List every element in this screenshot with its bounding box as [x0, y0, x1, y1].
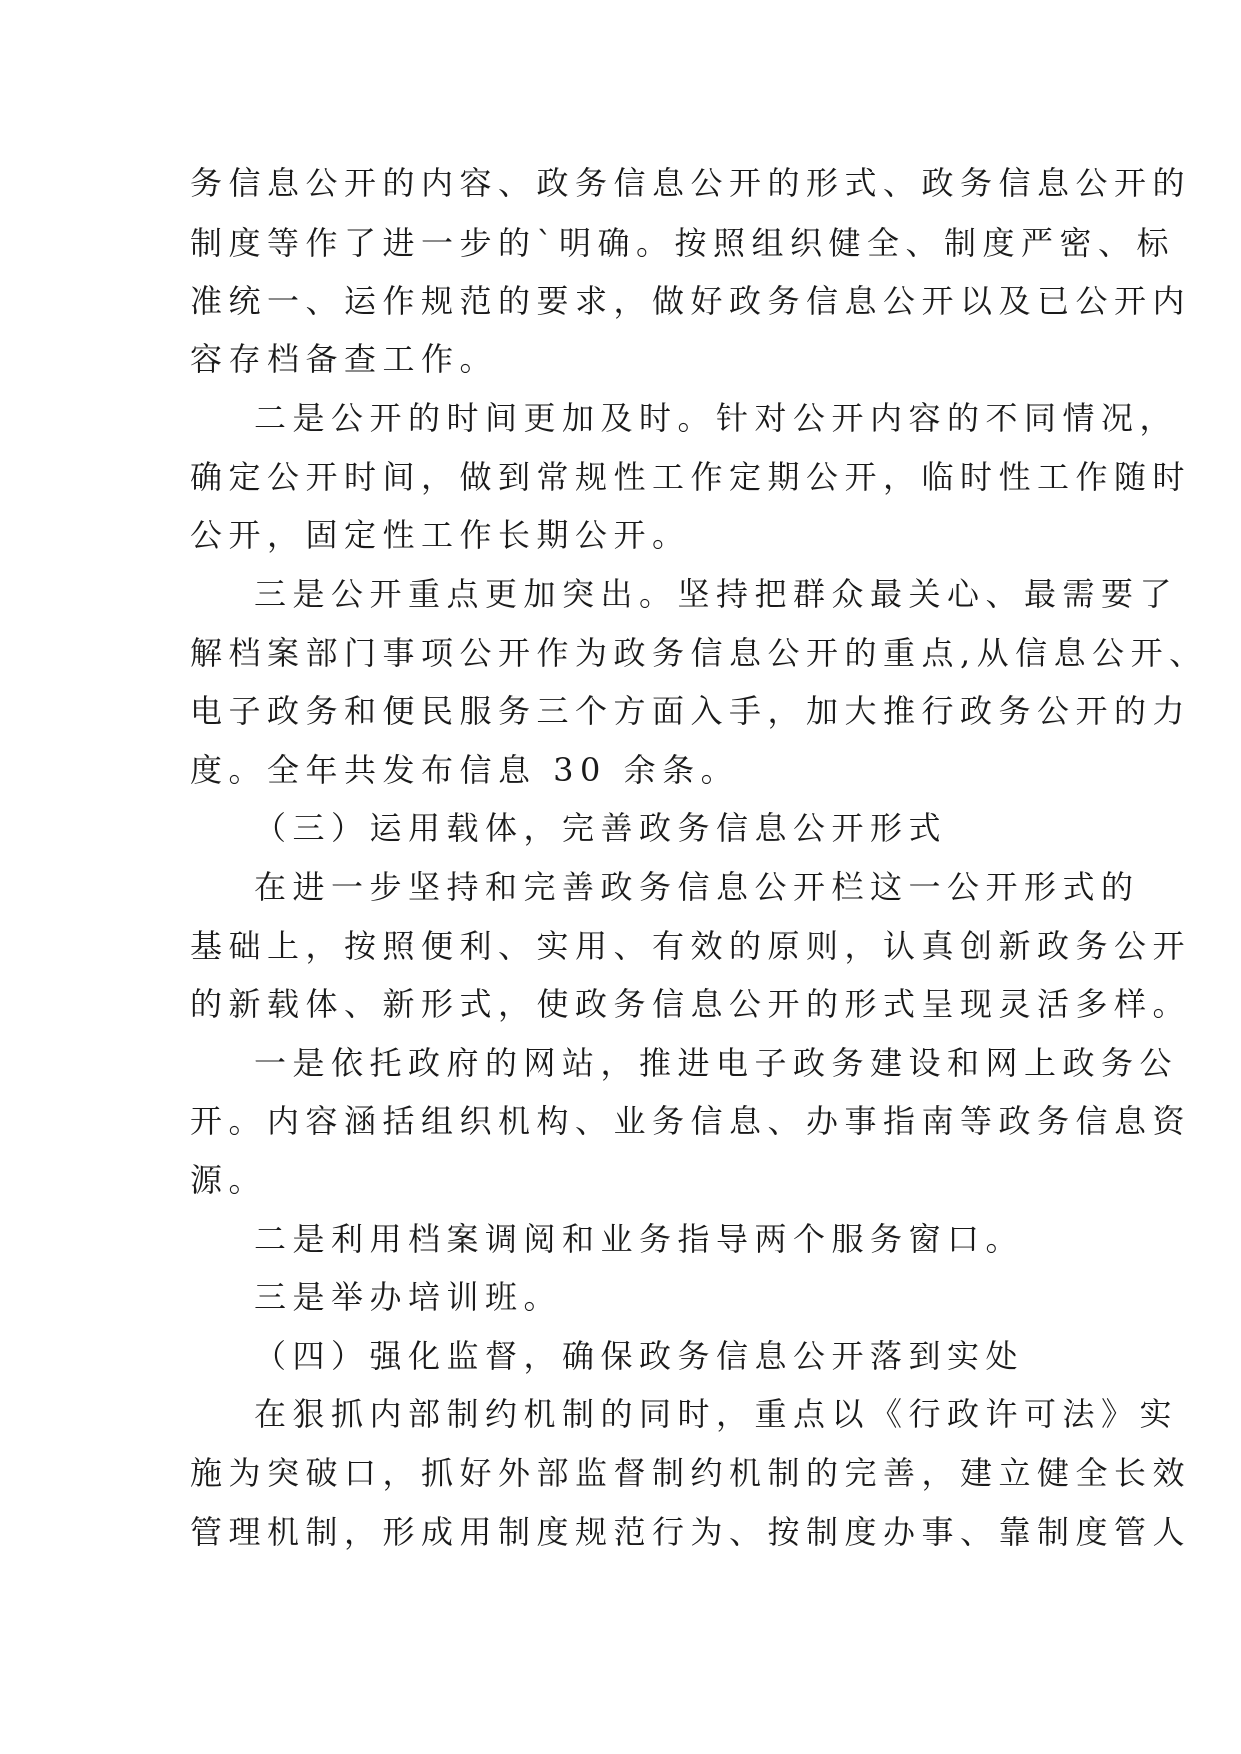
paragraph-line: 开。内容涵括组织机构、业务信息、办事指南等政务信息资: [190, 1102, 1192, 1140]
paragraph-line: 容存档备查工作。: [190, 340, 499, 378]
paragraph-line: 公开，固定性工作长期公开。: [190, 516, 691, 554]
paragraph-line: 准统一、运作规范的要求，做好政务信息公开以及已公开内: [190, 282, 1192, 320]
paragraph-line: 管理机制，形成用制度规范行为、按制度办事、靠制度管人: [190, 1513, 1192, 1551]
paragraph-line: 基础上，按照便利、实用、有效的原则，认真创新政务公开: [190, 927, 1192, 965]
paragraph-line: 三是公开重点更加突出。坚持把群众最关心、最需要了: [254, 575, 1179, 613]
paragraph-line: 度。全年共发布信息 30 余条。: [190, 751, 740, 789]
paragraph-line: 在狠抓内部制约机制的同时，重点以《行政许可法》实: [254, 1395, 1179, 1433]
paragraph-line: 施为突破口，抓好外部监督制约机制的完善，建立健全长效: [190, 1454, 1192, 1492]
section-heading: （四）强化监督，确保政务信息公开落到实处: [254, 1337, 1025, 1375]
paragraph-line: 三是举办培训班。: [254, 1278, 563, 1316]
paragraph-line: 源。: [190, 1161, 268, 1199]
paragraph-line: 解档案部门事项公开作为政务信息公开的重点,从信息公开、: [190, 634, 1208, 672]
paragraph-line: 电子政务和便民服务三个方面入手，加大推行政务公开的力: [190, 692, 1192, 730]
paragraph-line: 务信息公开的内容、政务信息公开的形式、政务信息公开的: [190, 164, 1192, 202]
paragraph-line: 一是依托政府的网站，推进电子政务建设和网上政务公: [254, 1044, 1179, 1082]
paragraph-line: 的新载体、新形式，使政务信息公开的形式呈现灵活多样。: [190, 985, 1192, 1023]
paragraph-line: 确定公开时间，做到常规性工作定期公开，临时性工作随时: [190, 458, 1192, 496]
section-heading: （三）运用载体，完善政务信息公开形式: [254, 809, 948, 847]
paragraph-line: 二是利用档案调阅和业务指导两个服务窗口。: [254, 1220, 1025, 1258]
paragraph-line: 制度等作了进一步的`明确。按照组织健全、制度严密、标: [190, 224, 1176, 262]
paragraph-line: 二是公开的时间更加及时。针对公开内容的不同情况，: [254, 399, 1179, 437]
paragraph-line: 在进一步坚持和完善政务信息公开栏这一公开形式的: [254, 868, 1140, 906]
